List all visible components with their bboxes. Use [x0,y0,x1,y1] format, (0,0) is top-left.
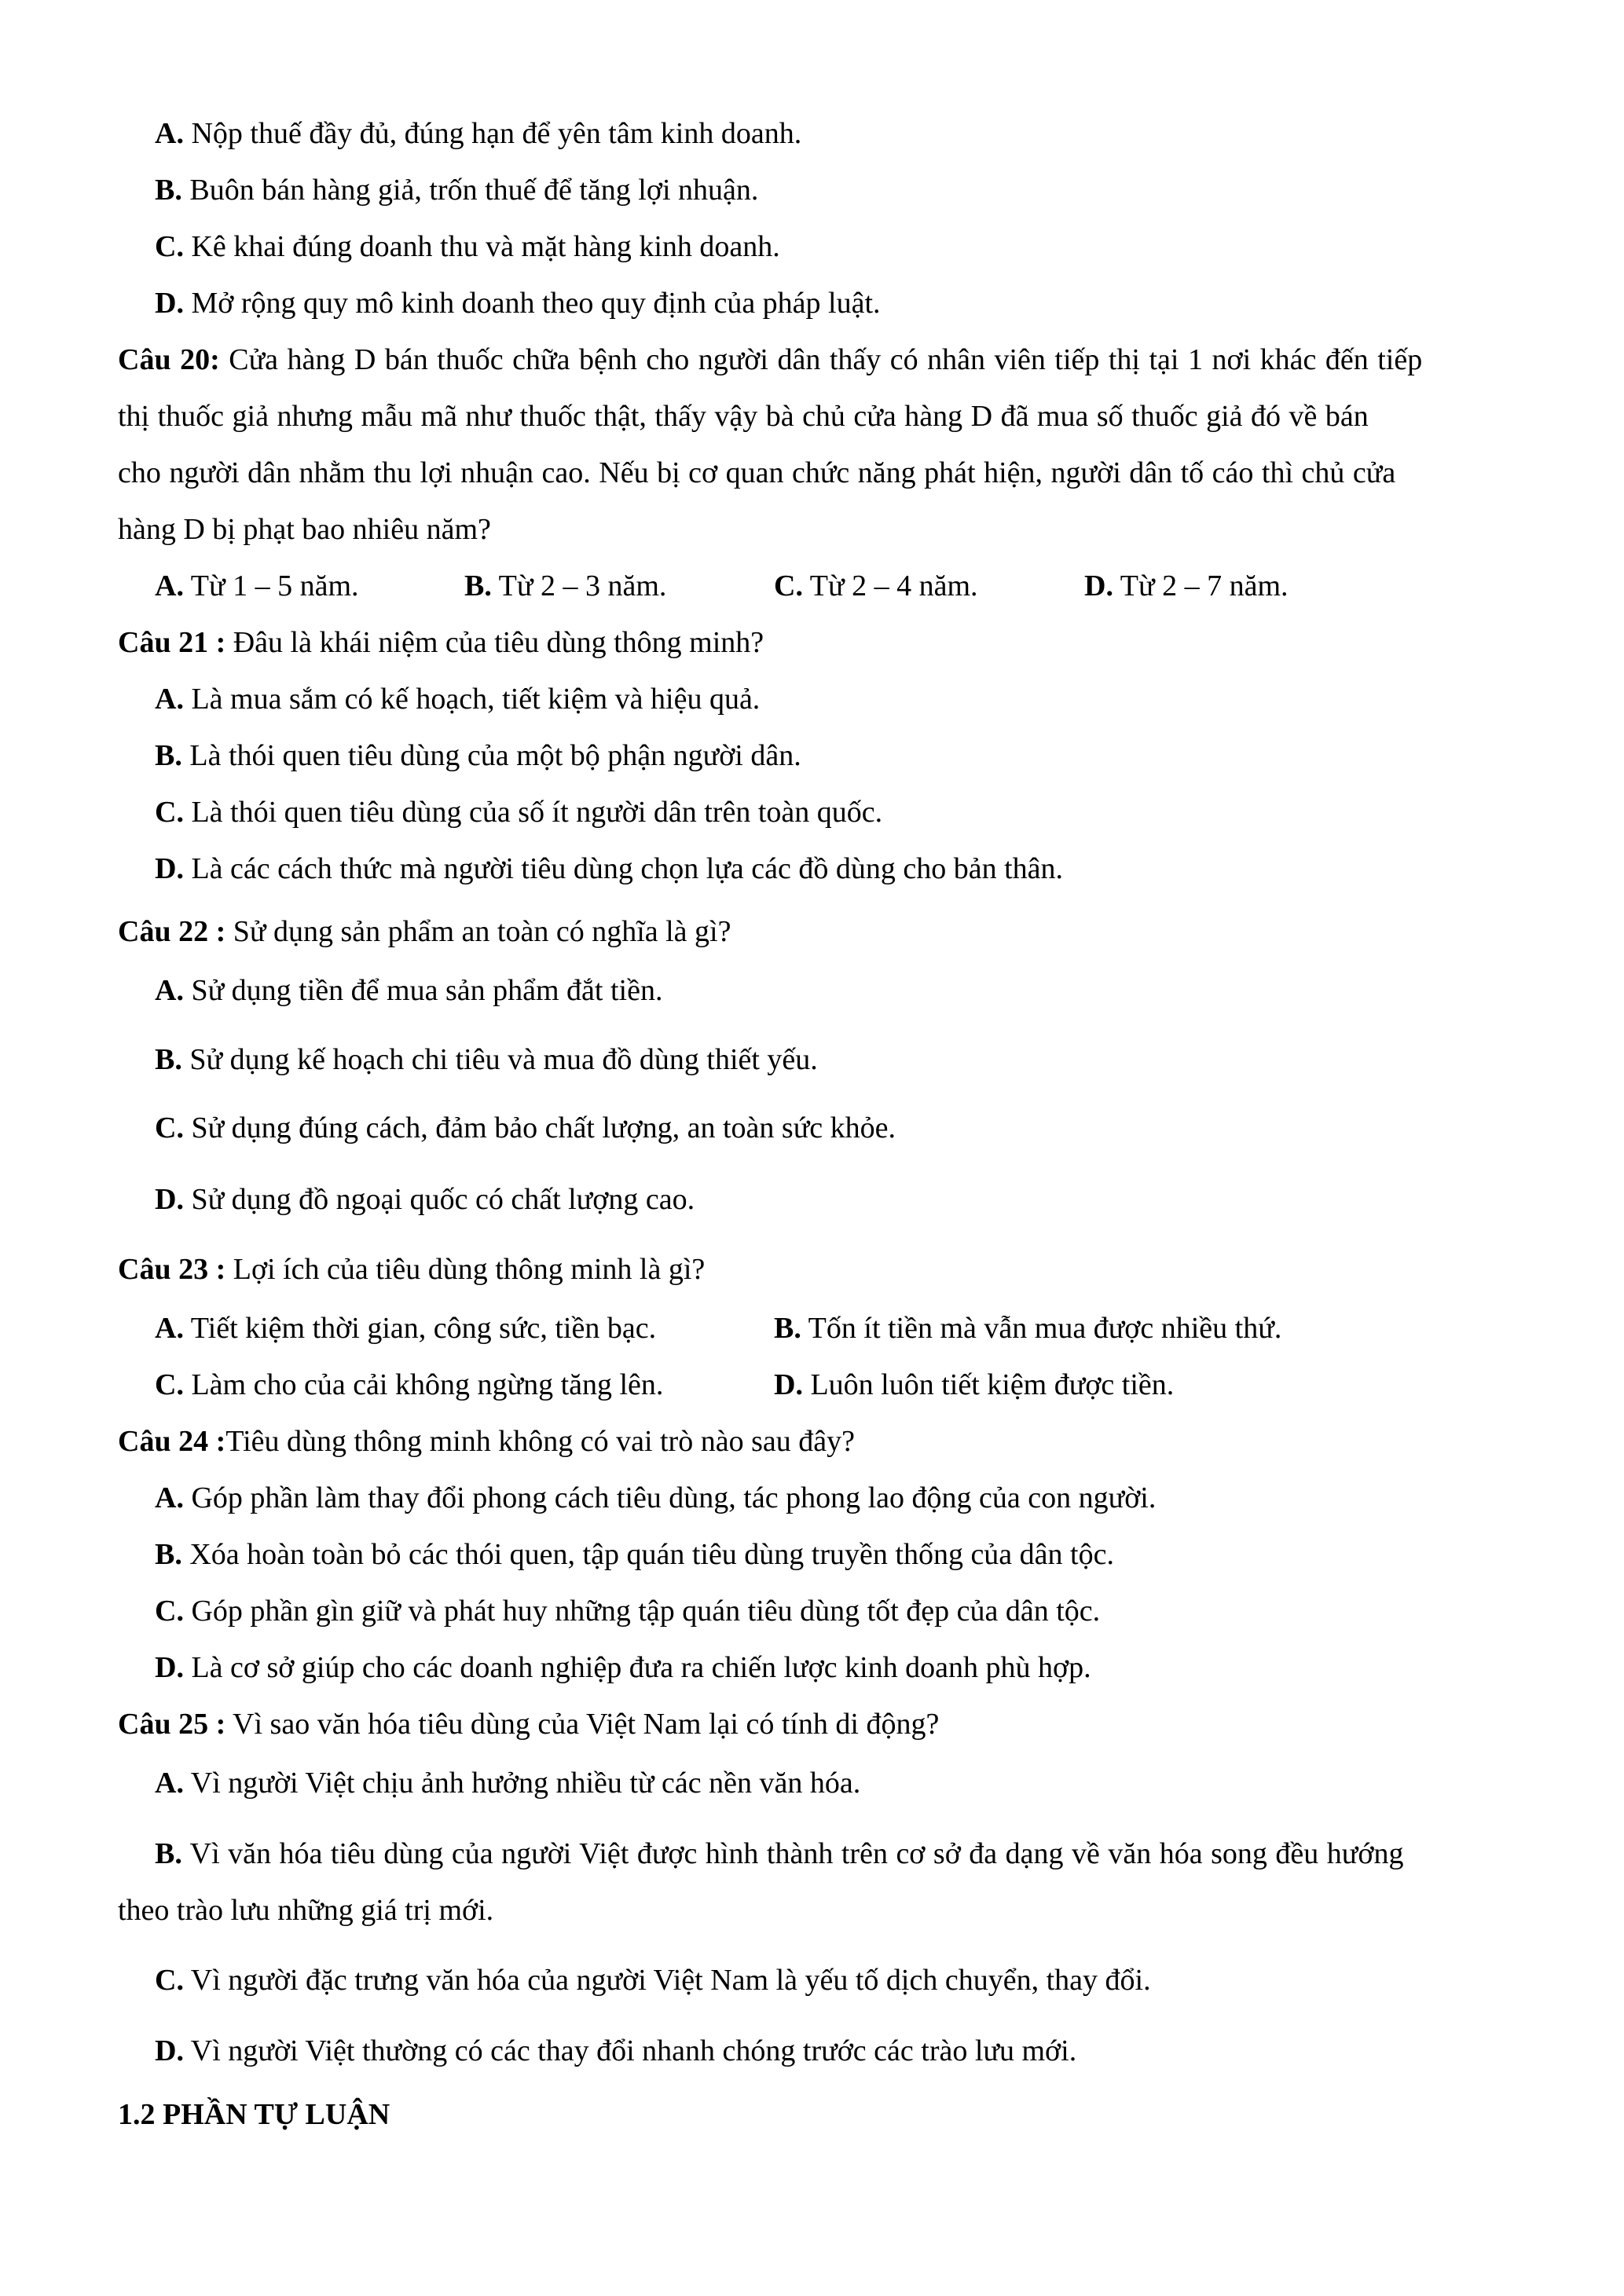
question-label: Câu 23 : [118,1253,226,1286]
option-text: Vì người đặc trưng văn hóa của người Việt Nam là yếu tố dịch chuyển, thay đổi. [183,1964,1151,1997]
q22-stem [118,914,731,950]
option-text: Từ 2 – 4 năm. [802,569,978,602]
question-text: Đâu là khái niệm của tiêu dùng thông minh? [225,626,764,659]
q21-option-d [155,851,1063,887]
q23-option-c [155,1367,663,1403]
option-text: Sử dụng kế hoạch chi tiêu và mua đồ dùng thiết yếu. [181,1043,818,1076]
option-text: Làm cho của cải không ngừng tăng lên. [183,1368,664,1401]
q22-option-c [155,1110,896,1146]
question-text: Vì sao văn hóa tiêu dùng của Việt Nam lại có tính di động? [225,1708,940,1741]
option-label: D. [155,1183,184,1216]
option-label: A. [155,1312,184,1345]
option-text: Từ 1 – 5 năm. [183,569,359,602]
q25-option-a [155,1765,860,1801]
q25-stem [118,1706,939,1742]
option-label: C. [155,1111,184,1144]
q19-option-c [155,229,780,265]
option-label: B. [155,1538,182,1571]
q22-option-b [155,1042,818,1078]
option-label: C. [155,230,184,263]
option-label: B. [155,1837,182,1870]
option-label: A. [155,1481,184,1514]
section-heading: 1.2 PHẦN TỰ LUẬN [118,2098,390,2131]
q20-stem-line-4: hàng D bị phạt bao nhiêu năm? [118,513,491,546]
option-label: A. [155,683,184,716]
option-label: B. [155,174,182,207]
option-text: Sử dụng đồ ngoại quốc có chất lượng cao. [183,1183,695,1216]
q25-option-b [155,1836,1403,1872]
option-label: D. [155,852,184,885]
q19-option-d [155,285,881,321]
option-text: Tốn ít tiền mà vẫn mua được nhiều thứ. [801,1312,1282,1345]
q20-stem-line-3: cho người dân nhằm thu lợi nhuận cao. Nếu bị cơ quan chức năng phát hiện, người dân tố cáo thì chủ cửa [118,456,1396,489]
q24-option-a [155,1480,1156,1516]
q20-stem-line-1 [118,342,1422,378]
question-text: Lợi ích của tiêu dùng thông minh là gì? [225,1253,706,1286]
option-label: B. [155,739,182,772]
question-text: Sử dụng sản phẩm an toàn có nghĩa là gì? [225,915,731,948]
question-label: Câu 25 : [118,1708,226,1741]
q22-option-a [155,972,662,1009]
option-text: Vì người Việt thường có các thay đổi nhanh chóng trước các trào lưu mới. [183,2034,1077,2067]
q21-stem [118,624,764,661]
option-text: Sử dụng đúng cách, đảm bảo chất lượng, an toàn sức khỏe. [183,1111,896,1144]
option-label: A. [155,974,184,1007]
q21-option-b [155,738,801,774]
question-label: Câu 20: [118,343,220,376]
option-text: Góp phần gìn giữ và phát huy những tập quán tiêu dùng tốt đẹp của dân tộc. [183,1595,1101,1628]
option-label: C. [774,569,803,602]
q21-option-a [155,681,760,717]
option-label: B. [774,1312,801,1345]
option-label: A. [155,1767,184,1800]
option-text: Sử dụng tiền để mua sản phẩm đắt tiền. [183,974,663,1007]
option-text: Là thói quen tiêu dùng của một bộ phận người dân. [181,739,801,772]
option-text: Mở rộng quy mô kinh doanh theo quy định của pháp luật. [183,287,881,320]
q24-stem [118,1423,855,1459]
option-text: Góp phần làm thay đổi phong cách tiêu dùng, tác phong lao động của con người. [183,1481,1157,1514]
q24-option-b [155,1536,1114,1573]
option-label: C. [155,1368,184,1401]
option-label: C. [155,796,184,829]
option-text: Tiết kiệm thời gian, công sức, tiền bạc. [183,1312,657,1345]
option-label: D. [774,1368,803,1401]
option-label: C. [155,1595,184,1628]
q23-option-a [155,1310,656,1346]
option-text: Kê khai đúng doanh thu và mặt hàng kinh doanh. [183,230,780,263]
option-text: Nộp thuế đầy đủ, đúng hạn để yên tâm kinh doanh. [183,117,802,150]
q25-option-c [155,1962,1151,1998]
option-label: D. [155,2034,184,2067]
option-label: D. [1084,569,1113,602]
q20-stem-line-2: thị thuốc giả nhưng mẫu mã như thuốc thật, thấy vậy bà chủ cửa hàng D đã mua số thuốc giả đó về bán [118,400,1369,433]
question-text: Tiêu dùng thông minh không có vai trò nào sau đây? [225,1425,855,1458]
option-text: Là cơ sở giúp cho các doanh nghiệp đưa ra chiến lược kinh doanh phù hợp. [183,1651,1091,1684]
q19-option-a [155,115,801,152]
option-text: Là các cách thức mà người tiêu dùng chọn lựa các đồ dùng cho bản thân. [183,852,1064,885]
q23-option-d [774,1367,1174,1403]
q22-option-d [155,1181,695,1218]
option-label: A. [155,569,184,602]
option-label: D. [155,1651,184,1684]
option-text: Xóa hoàn toàn bỏ các thói quen, tập quán tiêu dùng truyền thống của dân tộc. [181,1538,1114,1571]
option-label: B. [155,1043,182,1076]
question-text: Cửa hàng D bán thuốc chữa bệnh cho người dân thấy có nhân viên tiếp thị tại 1 nơi khác đến tiếp [219,343,1423,376]
option-text: Luôn luôn tiết kiệm được tiền. [802,1368,1175,1401]
option-text: Vì người Việt chịu ảnh hưởng nhiều từ các nền văn hóa. [183,1767,861,1800]
question-label: Câu 22 : [118,915,226,948]
q24-option-c [155,1593,1100,1629]
q25-option-d [155,2033,1076,2069]
q20-option-a [155,568,359,604]
q20-option-d [1084,568,1289,604]
question-label: Câu 21 : [118,626,226,659]
q19-option-b [155,172,758,208]
option-label: A. [155,117,184,150]
q25-option-b-continued: theo trào lưu những giá trị mới. [118,1894,494,1927]
option-text: Vì văn hóa tiêu dùng của người Việt được hình thành trên cơ sở đa dạng về văn hóa song đều hướng [181,1837,1404,1870]
option-text: Từ 2 – 7 năm. [1113,569,1289,602]
option-text: Buôn bán hàng giả, trốn thuế để tăng lợi nhuận. [181,174,759,207]
q20-option-c [774,568,978,604]
option-label: C. [155,1964,184,1997]
q24-option-d [155,1650,1091,1686]
option-text: Là thói quen tiêu dùng của số ít người dân trên toàn quốc. [183,796,883,829]
q23-option-b [774,1310,1281,1346]
option-label: B. [464,569,492,602]
option-label: D. [155,287,184,320]
q21-option-c [155,794,882,830]
option-text: Từ 2 – 3 năm. [491,569,667,602]
option-text: Là mua sắm có kế hoạch, tiết kiệm và hiệu quả. [183,683,761,716]
question-label: Câu 24 : [118,1425,226,1458]
q20-option-b [464,568,666,604]
q23-stem [118,1251,705,1287]
